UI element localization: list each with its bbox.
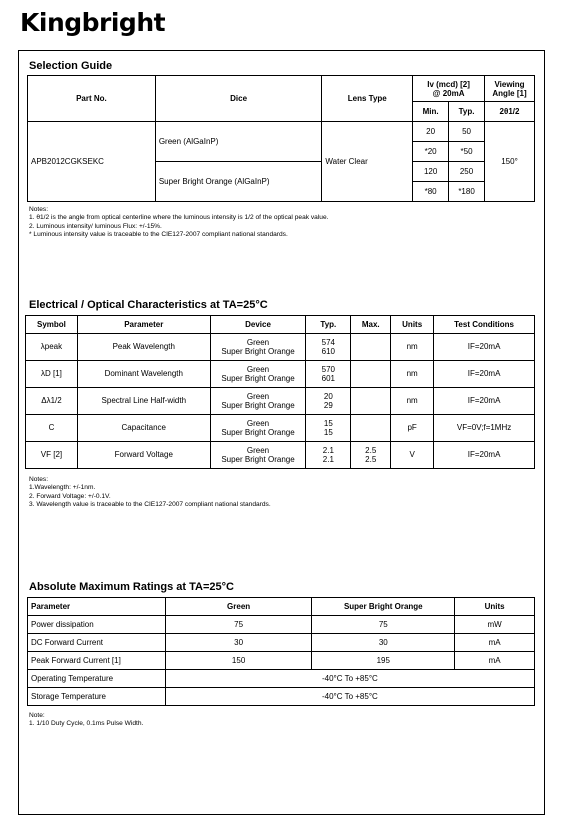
- note-line: 1. θ1/2 is the angle from optical centerline where the luminous intensity is 1/2 of the optical peak value.: [29, 214, 329, 222]
- unit: nm: [391, 388, 434, 415]
- iv-min: *80: [413, 182, 449, 202]
- max-green: 2.5: [365, 445, 377, 455]
- symbol: Δλ1/2: [26, 388, 78, 415]
- device-orange: Super Bright Orange: [221, 455, 295, 464]
- test-condition: VF=0V;f=1MHz: [434, 415, 535, 442]
- unit: nm: [391, 361, 434, 388]
- note-line: Note:: [29, 712, 45, 719]
- table-row: [28, 652, 535, 670]
- note-line: 1. 1/10 Duty Cycle, 0.1ms Pulse Width.: [29, 720, 144, 728]
- value-green: 30: [165, 634, 312, 652]
- header-symbol: Symbol: [26, 316, 78, 334]
- header-typ: Typ.: [306, 316, 351, 334]
- value-green: 75: [165, 616, 312, 634]
- header-dice: Dice: [155, 76, 322, 122]
- electrical-title: Electrical / Optical Characteristics at TA=25°C: [29, 299, 268, 311]
- symbol: λD [1]: [26, 361, 78, 388]
- typ-green: 15: [323, 418, 333, 428]
- note-line: 1.Wavelength: +/-1nm.: [29, 484, 96, 492]
- parameter: Dominant Wavelength: [77, 361, 210, 388]
- value-orange: 75: [312, 616, 455, 634]
- note-line: * Luminous intensity value is traceable to the CIE127-2007 compliant national standards.: [29, 230, 288, 238]
- parameter: Storage Temperature: [28, 688, 166, 706]
- iv-typ: *50: [449, 142, 485, 162]
- typ-orange: 15: [323, 428, 333, 437]
- header-max: Max.: [351, 316, 391, 334]
- typ-green: 2.1: [322, 445, 334, 455]
- iv-min: 20: [413, 122, 449, 142]
- typ-orange: 610: [321, 347, 336, 356]
- table-row: [26, 388, 535, 415]
- typ-orange: 601: [321, 374, 336, 383]
- table-row: [28, 634, 535, 652]
- header-iv-line2: @ 20mA: [432, 88, 465, 98]
- unit: mW: [455, 616, 535, 634]
- table-row: [26, 361, 535, 388]
- note-line: Notes:: [29, 206, 49, 213]
- lens-type: Water Clear: [322, 122, 413, 202]
- symbol: VF [2]: [26, 442, 78, 469]
- test-condition: IF=20mA: [434, 388, 535, 415]
- selection-notes: [29, 206, 328, 239]
- temperature-range: -40°C To +85°C: [165, 670, 534, 688]
- header-device: Device: [210, 316, 306, 334]
- absolute-ratings-title: Absolute Maximum Ratings at TA=25°C: [29, 581, 234, 593]
- symbol: λpeak: [26, 334, 78, 361]
- parameter: DC Forward Current: [28, 634, 166, 652]
- note-line: 2. Forward Voltage: +/-0.1V.: [29, 492, 111, 500]
- electrical-notes: [29, 476, 271, 509]
- unit: V: [391, 442, 434, 469]
- header-iv-line1: Iv (mcd) [2]: [427, 79, 470, 89]
- device-green: Green: [246, 391, 270, 401]
- header-iv: [413, 76, 485, 102]
- header-test-conditions: Test Conditions: [434, 316, 535, 334]
- typ-orange: 29: [323, 401, 333, 410]
- header-part-no: Part No.: [28, 76, 156, 122]
- header-units: Units: [391, 316, 434, 334]
- header-angle-symbol: 2θ1/2: [485, 102, 535, 122]
- typ-green: 570: [321, 364, 336, 374]
- value-orange: 195: [312, 652, 455, 670]
- header-parameter: Parameter: [77, 316, 210, 334]
- typ-green: 20: [323, 391, 333, 401]
- value-orange: 30: [312, 634, 455, 652]
- header-green: Green: [165, 598, 312, 616]
- dice-orange: Super Bright Orange (AlGaInP): [155, 162, 322, 202]
- selection-guide-table: [27, 75, 535, 202]
- device-green: Green: [246, 364, 270, 374]
- test-condition: IF=20mA: [434, 361, 535, 388]
- typ-green: 574: [321, 337, 336, 347]
- iv-typ: 50: [449, 122, 485, 142]
- unit: pF: [391, 415, 434, 442]
- iv-typ: *180: [449, 182, 485, 202]
- unit: nm: [391, 334, 434, 361]
- absolute-ratings-table: [27, 597, 535, 706]
- device-green: Green: [246, 418, 270, 428]
- iv-min: 120: [413, 162, 449, 182]
- electrical-table: [25, 315, 535, 469]
- header-iv-typ: Typ.: [449, 102, 485, 122]
- note-line: 3. Wavelength value is traceable to the CIE127-2007 compliant national standards.: [29, 500, 271, 508]
- note-line: 2. Luminous intensity/ luminous Flux: +/-15%.: [29, 222, 162, 230]
- table-row: [26, 415, 535, 442]
- absolute-notes: [29, 712, 143, 729]
- iv-typ: 250: [449, 162, 485, 182]
- table-row: [28, 616, 535, 634]
- parameter: Spectral Line Half-width: [77, 388, 210, 415]
- part-number: APB2012CGKSEKC: [28, 122, 156, 202]
- device-orange: Super Bright Orange: [221, 374, 295, 383]
- dice-green: Green (AlGaInP): [155, 122, 322, 162]
- max-orange: 2.5: [365, 455, 377, 464]
- parameter: Peak Wavelength: [77, 334, 210, 361]
- parameter: Peak Forward Current [1]: [28, 652, 166, 670]
- device-orange: Super Bright Orange: [221, 347, 295, 356]
- typ-orange: 2.1: [322, 455, 334, 464]
- table-row: [28, 688, 535, 706]
- header-units: Units: [455, 598, 535, 616]
- viewing-angle-value: 150°: [485, 122, 535, 202]
- table-row: [26, 442, 535, 469]
- temperature-range: -40°C To +85°C: [165, 688, 534, 706]
- device-green: Green: [246, 445, 270, 455]
- unit: mA: [455, 634, 535, 652]
- header-viewing-angle: [485, 76, 535, 102]
- device-orange: Super Bright Orange: [221, 428, 295, 437]
- unit: mA: [455, 652, 535, 670]
- parameter: Power dissipation: [28, 616, 166, 634]
- table-row: [26, 334, 535, 361]
- selection-guide-title: Selection Guide: [29, 60, 113, 72]
- header-parameter: Parameter: [28, 598, 166, 616]
- test-condition: IF=20mA: [434, 334, 535, 361]
- test-condition: IF=20mA: [434, 442, 535, 469]
- iv-min: *20: [413, 142, 449, 162]
- note-line: Notes:: [29, 476, 49, 483]
- device-green: Green: [246, 337, 270, 347]
- parameter: Operating Temperature: [28, 670, 166, 688]
- table-row: [28, 670, 535, 688]
- parameter: Forward Voltage: [77, 442, 210, 469]
- header-angle-line1: Viewing: [494, 79, 525, 89]
- parameter: Capacitance: [77, 415, 210, 442]
- value-green: 150: [165, 652, 312, 670]
- device-orange: Super Bright Orange: [221, 401, 295, 410]
- symbol: C: [26, 415, 78, 442]
- brand-logo: Kingbright: [20, 8, 166, 37]
- header-iv-min: Min.: [413, 102, 449, 122]
- header-angle-line2: Angle [1]: [492, 88, 527, 98]
- header-orange: Super Bright Orange: [312, 598, 455, 616]
- header-lens-type: Lens Type: [322, 76, 413, 122]
